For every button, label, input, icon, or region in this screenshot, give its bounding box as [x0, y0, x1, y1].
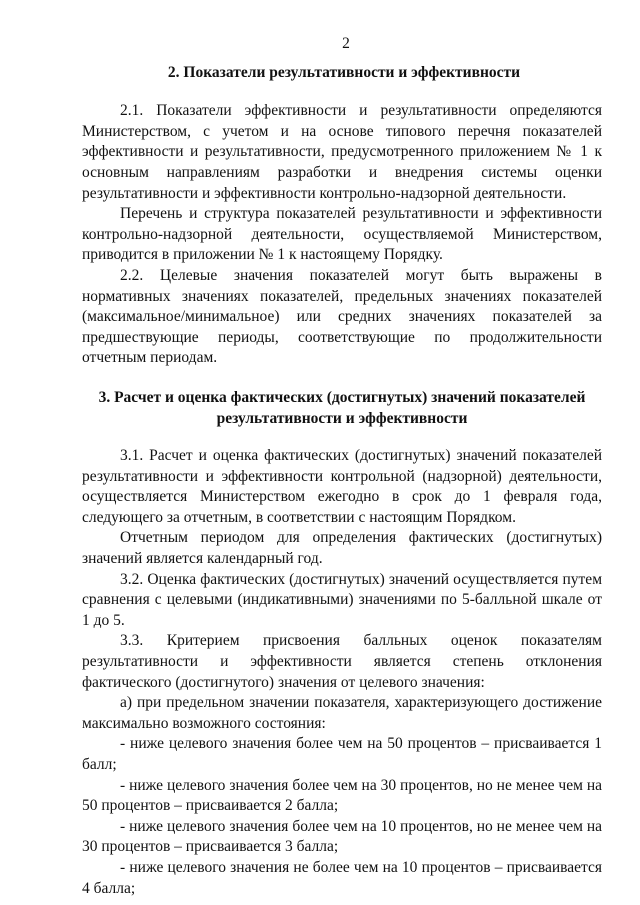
paragraph-3-1-period: Отчетным периодом для определения фактических (достигнутых) значений является календарный год. — [82, 529, 602, 568]
paragraph-3-2: 3.2. Оценка фактических (достигнутых) значений осуществляется путем сравнения с целевыми (индикативными) значениями по 5-балльной шкале от 1 до 5. — [82, 570, 602, 629]
document-page — [82, 34, 602, 899]
list-item-1-point: - ниже целевого значения более чем на 50 процентов – присваивается 1 балл; — [82, 735, 602, 773]
paragraph-2-2: 2.2. Целевые значения показателей могут быть выражены в нормативных значениях показателей, предельных значениях показателей (максимальное/минимальное) или средних значениях показателей за предшествующие периоды, соответствующие по продолжительности отчетным периодам. — [82, 266, 602, 367]
page-number: 2 — [342, 35, 350, 52]
paragraph-3-3: 3.3. Критерием присвоения балльных оценок показателям результативности и эффективности является степень отклонения фактического (достигнутого) значения от целевого значения: — [82, 632, 602, 691]
section-2-heading: 2. Показатели результативности и эффективности — [167, 63, 521, 81]
paragraph-3-1: 3.1. Расчет и оценка фактических (достигнутых) значений показателей результативности и эффективности контрольной (надзорной) деятельности, осуществляется Министерством ежегодно в срок до 1 февраля года, следующего за отчетным, в соответствии с настоящим Порядком. — [82, 447, 602, 526]
section-3-heading: 3. Расчет и оценка фактических (достигнутых) значений показателей результативности и эффективности — [98, 388, 586, 427]
list-item-2-points: - ниже целевого значения более чем на 30 процентов, но не менее чем на 50 процентов – присваивается 2 балла; — [82, 776, 602, 815]
list-item-3-points: - ниже целевого значения более чем на 10 процентов, но не менее чем на 30 процентов – присваивается 3 балла; — [82, 817, 602, 856]
paragraph-3-3-a: а) при предельном значении показателя, характеризующего достижение максимально возможного состояния: — [82, 694, 602, 732]
paragraph-2-1-list: Перечень и структура показателей результативности и эффективности контрольно-надзорной деятельности, осуществляемой Министерством, приводится в приложении № 1 к настоящему Порядку. — [82, 205, 602, 264]
paragraph-2-1: 2.1. Показатели эффективности и результативности определяются Министерством, с учетом и на основе типового перечня показателей эффективности и результативности, предусмотренного приложением № 1 к основным направлениям разработки и внедрения системы оценки результативности и эффективности контрольно-надзорной деятельности. — [82, 102, 602, 202]
list-item-4-points: - ниже целевого значения не более чем на 10 процентов – присваивается 4 балла; — [82, 858, 602, 897]
